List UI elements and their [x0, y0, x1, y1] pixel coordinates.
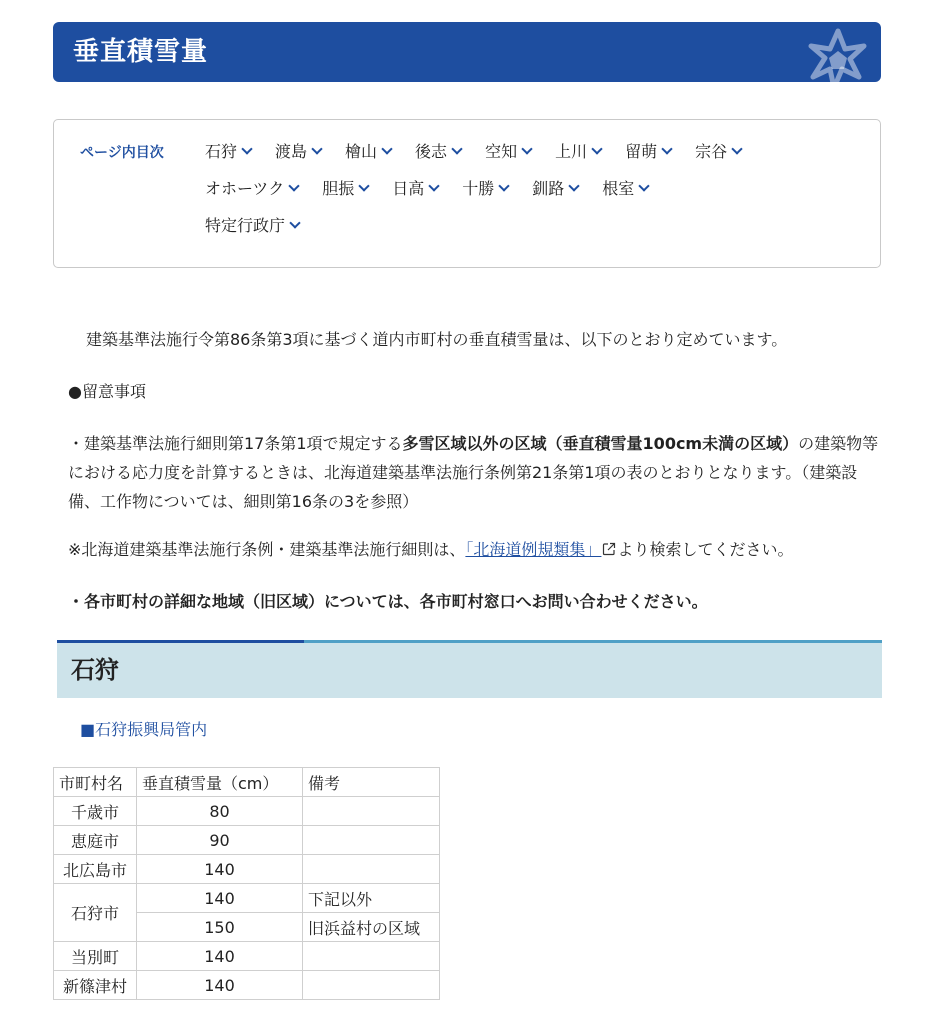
toc-link-label: 渡島: [275, 142, 308, 161]
toc-link-label: 檜山: [345, 142, 378, 161]
chevron-down-icon: [591, 143, 602, 154]
toc-link-label: 十勝: [462, 179, 495, 198]
snow-depth-cell: 140: [137, 942, 303, 971]
toc-link-sorachi[interactable]: [485, 138, 531, 163]
col-header-snow-depth: 垂直積雪量（cm）: [137, 768, 303, 797]
page-title: 垂直積雪量: [73, 37, 209, 67]
snow-depth-cell: 140: [137, 971, 303, 1000]
toc-link-label: 釧路: [532, 179, 565, 198]
toc-link-nemuro[interactable]: [602, 175, 648, 200]
col-header-municipality: 市町村名: [54, 768, 137, 797]
toc-link-okhotsk[interactable]: [205, 175, 298, 200]
toc-link-label: 日高: [392, 179, 425, 198]
note2-text-rest: より検索してください。: [617, 540, 794, 559]
remarks-cell: [303, 826, 440, 855]
section-title: 石狩: [71, 656, 119, 684]
toc-link-label: 留萌: [625, 142, 658, 161]
snow-depth-cell: 90: [137, 826, 303, 855]
table-row: [54, 884, 440, 913]
note-paragraph-3: ・各市町村の詳細な地域（旧区域）については、各市町村窓口へお問い合わせください。: [68, 592, 708, 611]
chevron-down-icon: [499, 180, 510, 191]
snowflake-emblem-icon: [803, 26, 873, 82]
chevron-down-icon: [521, 143, 532, 154]
intro-paragraph: 建築基準法施行令第86条第3項に基づく道内市町村の垂直積雪量は、以下のとおり定めています。: [86, 330, 788, 349]
toc-link-rumoi[interactable]: [625, 138, 671, 163]
toc-links: [205, 138, 845, 237]
toc-link-label: 空知: [485, 142, 518, 161]
table-row: [54, 942, 440, 971]
note1-text-rest: の建築物等における応力度を計算するときは、北海道建築基準法施行条例第21条第1項の表のとおりとなります。（建築設備、工作物については、細則第16条の3を参照）: [68, 434, 879, 511]
chevron-down-icon: [311, 143, 322, 154]
chevron-down-icon: [381, 143, 392, 154]
municipality-cell: 石狩市: [54, 884, 137, 942]
chevron-down-icon: [731, 143, 742, 154]
chevron-down-icon: [289, 180, 300, 191]
chevron-down-icon: [569, 180, 580, 191]
toc-link-ishikari[interactable]: [205, 138, 251, 163]
reiki-ruishu-link[interactable]: 「北海道例規類集」: [465, 540, 602, 559]
notes-heading: ●留意事項: [68, 382, 146, 401]
toc-link-hidaka[interactable]: [392, 175, 438, 200]
municipality-cell: 恵庭市: [54, 826, 137, 855]
toc-link-tokachi[interactable]: [462, 175, 508, 200]
toc-link-shiribeshi[interactable]: [415, 138, 461, 163]
table-row: [54, 855, 440, 884]
toc-link-label: 上川: [555, 142, 588, 161]
page-title-bar: [53, 22, 881, 82]
toc-link-label: 根室: [602, 179, 635, 198]
page-toc: [53, 119, 881, 268]
chevron-down-icon: [451, 143, 462, 154]
section-heading-ishikari: [57, 640, 882, 698]
snow-depth-cell: 80: [137, 797, 303, 826]
remarks-cell: [303, 942, 440, 971]
toc-link-label: オホーツク: [205, 179, 285, 198]
remarks-cell: 旧浜益村の区域: [303, 913, 440, 942]
table-row: [54, 826, 440, 855]
note-paragraph-1: [68, 429, 884, 516]
section-subheading: ■石狩振興局管内: [80, 720, 208, 739]
snow-load-table: [53, 767, 440, 1000]
toc-link-label: 石狩: [205, 142, 238, 161]
table-row: [54, 971, 440, 1000]
toc-link-kushiro[interactable]: [532, 175, 578, 200]
municipality-cell: 新篠津村: [54, 971, 137, 1000]
note1-bold-text: 多雪区域以外の区域（垂直積雪量100cm未満の区域）: [402, 434, 799, 453]
table-header-row: [54, 768, 440, 797]
section-accent-bar-light: [304, 640, 882, 643]
note1-text: ・建築基準法施行細則第17条第1項で規定する: [68, 434, 403, 453]
chevron-down-icon: [359, 180, 370, 191]
municipality-cell: 北広島市: [54, 855, 137, 884]
snow-depth-cell: 150: [137, 913, 303, 942]
toc-label: ページ内目次: [80, 145, 164, 161]
chevron-down-icon: [639, 180, 650, 191]
note2-text: ※北海道建築基準法施行条例・建築基準法施行細則は、: [68, 540, 466, 559]
chevron-down-icon: [241, 143, 252, 154]
toc-link-tokutei-gyoseicho[interactable]: [205, 212, 821, 237]
remarks-cell: 下記以外: [303, 884, 440, 913]
remarks-cell: [303, 855, 440, 884]
toc-link-oshima[interactable]: [275, 138, 321, 163]
external-link-icon: [602, 542, 616, 556]
municipality-cell: 千歳市: [54, 797, 137, 826]
municipality-cell: 当別町: [54, 942, 137, 971]
remarks-cell: [303, 797, 440, 826]
snow-depth-cell: 140: [137, 884, 303, 913]
chevron-down-icon: [289, 217, 300, 228]
remarks-cell: [303, 971, 440, 1000]
note-paragraph-2: [68, 536, 884, 564]
toc-link-label: 胆振: [322, 179, 355, 198]
toc-link-soya[interactable]: [695, 138, 741, 163]
snow-depth-cell: 140: [137, 855, 303, 884]
toc-link-label: 特定行政庁: [205, 216, 286, 235]
col-header-remarks: 備考: [303, 768, 440, 797]
toc-link-kamikawa[interactable]: [555, 138, 601, 163]
toc-link-hiyama[interactable]: [345, 138, 391, 163]
toc-link-label: 後志: [415, 142, 448, 161]
chevron-down-icon: [429, 180, 440, 191]
chevron-down-icon: [661, 143, 672, 154]
toc-link-label: 宗谷: [695, 142, 728, 161]
table-row: [54, 797, 440, 826]
toc-link-iburi[interactable]: [322, 175, 368, 200]
